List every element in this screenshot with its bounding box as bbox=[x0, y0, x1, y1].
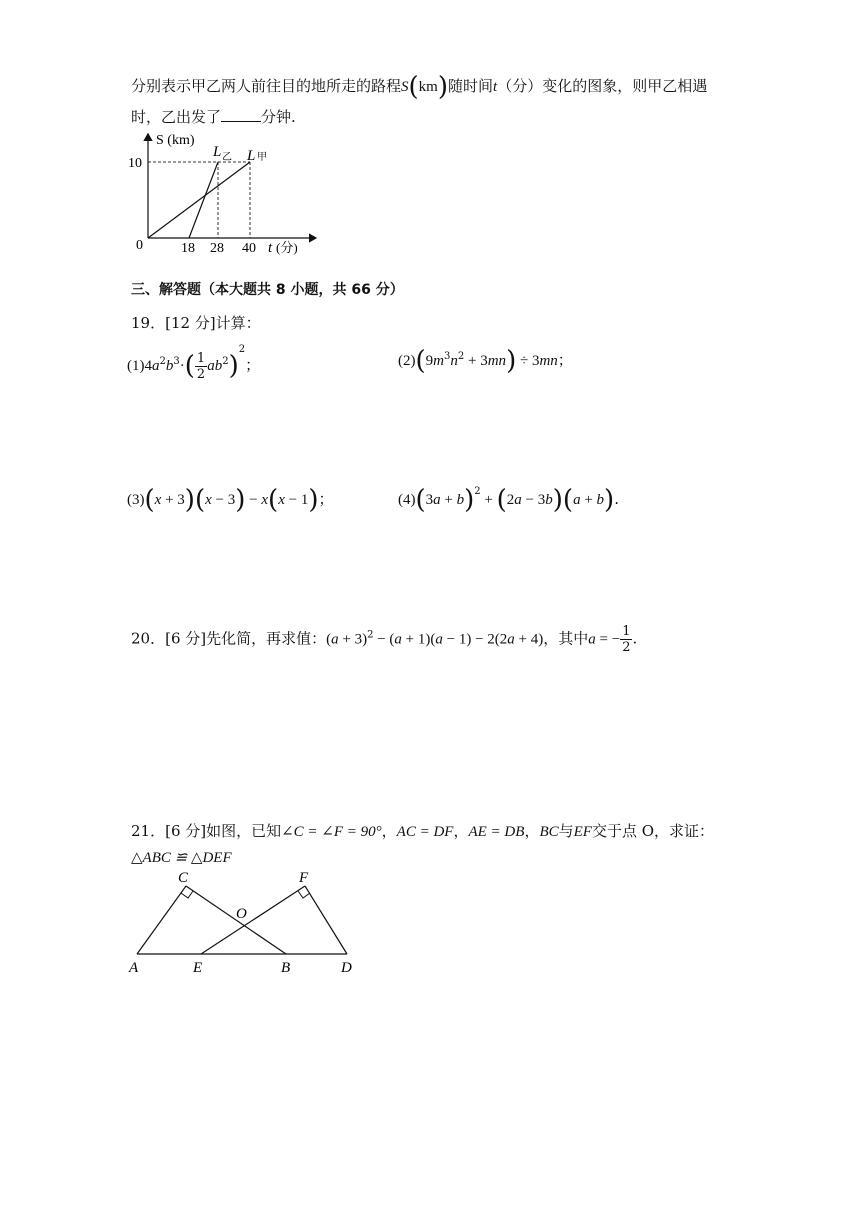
label-O: O bbox=[236, 906, 247, 922]
q19-part-1: $(1)4a^2b^3\cdot$( $\frac{1}{2}$ $ab^2)^2$； bbox=[127, 344, 261, 382]
line-jia-sub: 甲 bbox=[257, 152, 267, 163]
x-tick-40: 40 bbox=[242, 241, 256, 256]
line-yi-sub: 乙 bbox=[222, 152, 232, 163]
q19-part-4: $(4)(3a + b)^2 + (2a - 3b)(a + b)$. bbox=[398, 485, 619, 515]
q19-heading: 19．[12 分]计算： bbox=[131, 314, 261, 332]
y-axis-label: S (km) bbox=[156, 133, 195, 148]
x-tick-18: 18 bbox=[181, 241, 195, 256]
origin-label: 0 bbox=[136, 238, 143, 253]
right-angle-C bbox=[181, 891, 193, 898]
segment-AC bbox=[137, 886, 186, 954]
y-tick-10: 10 bbox=[128, 156, 142, 171]
section-3-heading: 三、解答题（本大题共 8 小题，共 66 分） bbox=[131, 282, 404, 298]
q19-part-3: (3)(x + 3)(x − 3) − x(x − 1)； bbox=[127, 485, 334, 515]
triangle-figure bbox=[125, 868, 365, 978]
segment-DF bbox=[305, 886, 347, 954]
line-yi-label: L bbox=[213, 144, 222, 160]
label-D: D bbox=[341, 960, 352, 976]
answer-blank[interactable] bbox=[221, 107, 261, 122]
q21-line-1: 21．[6 分]如图，已知∠C = ∠F = 90°，AC = DF，AE = DB，BC与EF交于点 O，求证： bbox=[131, 822, 715, 840]
q19-part-2: $(2)(9m^3n^2 + 3mn) \div 3mn$； bbox=[398, 346, 573, 376]
line-yi bbox=[189, 162, 218, 238]
x-axis-unit: (分) bbox=[276, 240, 298, 255]
segment-FE bbox=[201, 886, 305, 954]
line-jia bbox=[148, 162, 250, 238]
label-A: A bbox=[129, 960, 139, 976]
q20-line: 20．[6 分]先化简，再求值：$(a + 3)^2 - (a + 1)(a - 1) - 2(2a + 4)$，其中a = − $\frac{1}{2}$ . bbox=[131, 624, 638, 655]
distance-time-graph bbox=[120, 128, 330, 258]
label-B: B bbox=[281, 960, 291, 976]
label-E: E bbox=[193, 960, 203, 976]
label-C: C bbox=[178, 870, 189, 886]
q18-line-1: 分别表示甲乙两人前往目的地所走的路程S(km)随时间t（分）变化的图象，则甲乙相遇 bbox=[131, 72, 708, 102]
q18-line-2: 时，乙出发了 分钟. bbox=[131, 108, 296, 126]
label-F: F bbox=[299, 870, 309, 886]
x-tick-28: 28 bbox=[210, 241, 224, 256]
line-jia-label: L bbox=[247, 148, 256, 164]
q21-line-2: △ABC ≌ △DEF bbox=[131, 850, 232, 866]
x-axis-var: t bbox=[268, 240, 273, 256]
